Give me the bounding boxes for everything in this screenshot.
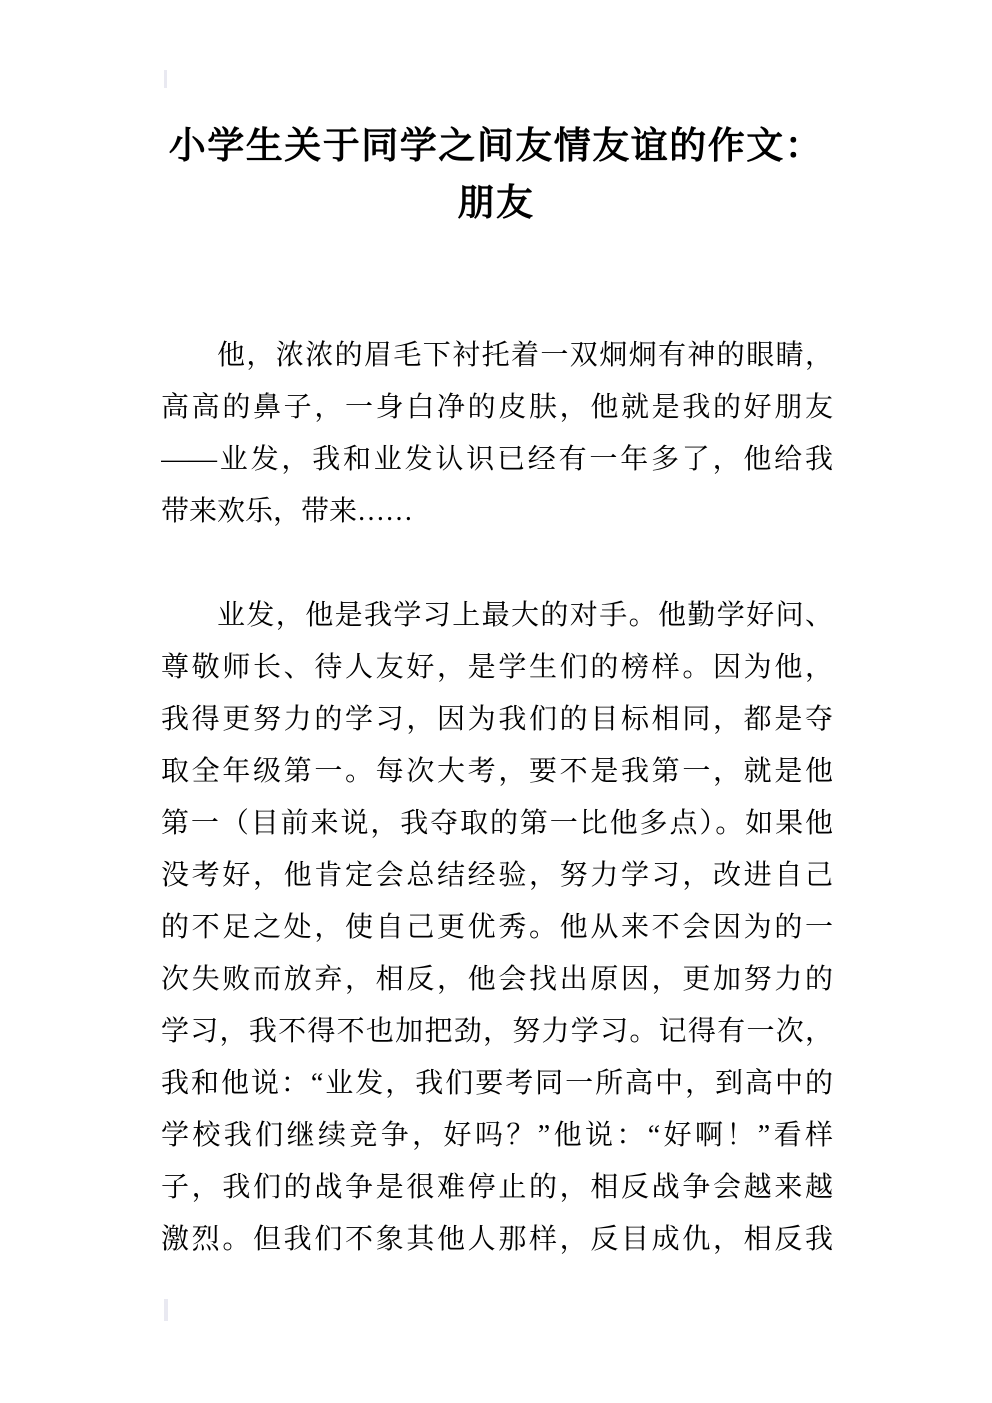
document-body (161, 330, 833, 1266)
text-line: 业发，他是我学习上最大的对手。他勤学好问、 (217, 600, 833, 631)
margin-artifact-top (164, 70, 167, 88)
text-line: 尊敬师长、待人友好，是学生们的榜样。因为他， (161, 652, 833, 683)
text-line: 取全年级第一。每次大考，要不是我第一，就是他 (161, 756, 833, 787)
text-line: 他，浓浓的眉毛下衬托着一双炯炯有神的眼睛， (217, 340, 833, 371)
text-line: 的不足之处，使自己更优秀。他从来不会因为的一 (161, 912, 833, 943)
text-line: 第一（目前来说，我夺取的第一比他多点）。如果他 (161, 808, 833, 839)
text-line: 学校我们继续竞争，好吗？”他说：“好啊！”看样 (161, 1120, 833, 1151)
text-line: 次失败而放弃，相反，他会找出原因，更加努力的 (161, 964, 833, 995)
text-line: 高高的鼻子，一身白净的皮肤，他就是我的好朋友 (161, 392, 833, 423)
text-line: 我得更努力的学习，因为我们的目标相同，都是夺 (161, 704, 833, 735)
text-line: ——业发，我和业发认识已经有一年多了，他给我 (161, 444, 833, 475)
paragraph-1 (161, 330, 833, 538)
page-title (70, 117, 922, 231)
margin-artifact-bottom (164, 1299, 168, 1321)
paragraph-2 (161, 590, 833, 1266)
text-line: 激烈。但我们不象其他人那样，反目成仇，相反我 (161, 1224, 833, 1255)
text-line: 带来欢乐，带来…… (161, 496, 414, 527)
page-title-line-2: 朋友 (457, 182, 535, 223)
page-title-line-1: 小学生关于同学之间友情友谊的作文： (168, 125, 824, 166)
text-line: 学习，我不得不也加把劲，努力学习。记得有一次， (161, 1016, 833, 1047)
text-line: 我和他说：“业发，我们要考同一所高中，到高中的 (161, 1068, 833, 1099)
text-line: 子，我们的战争是很难停止的，相反战争会越来越 (161, 1172, 833, 1203)
text-line: 没考好，他肯定会总结经验，努力学习，改进自己 (161, 860, 833, 891)
